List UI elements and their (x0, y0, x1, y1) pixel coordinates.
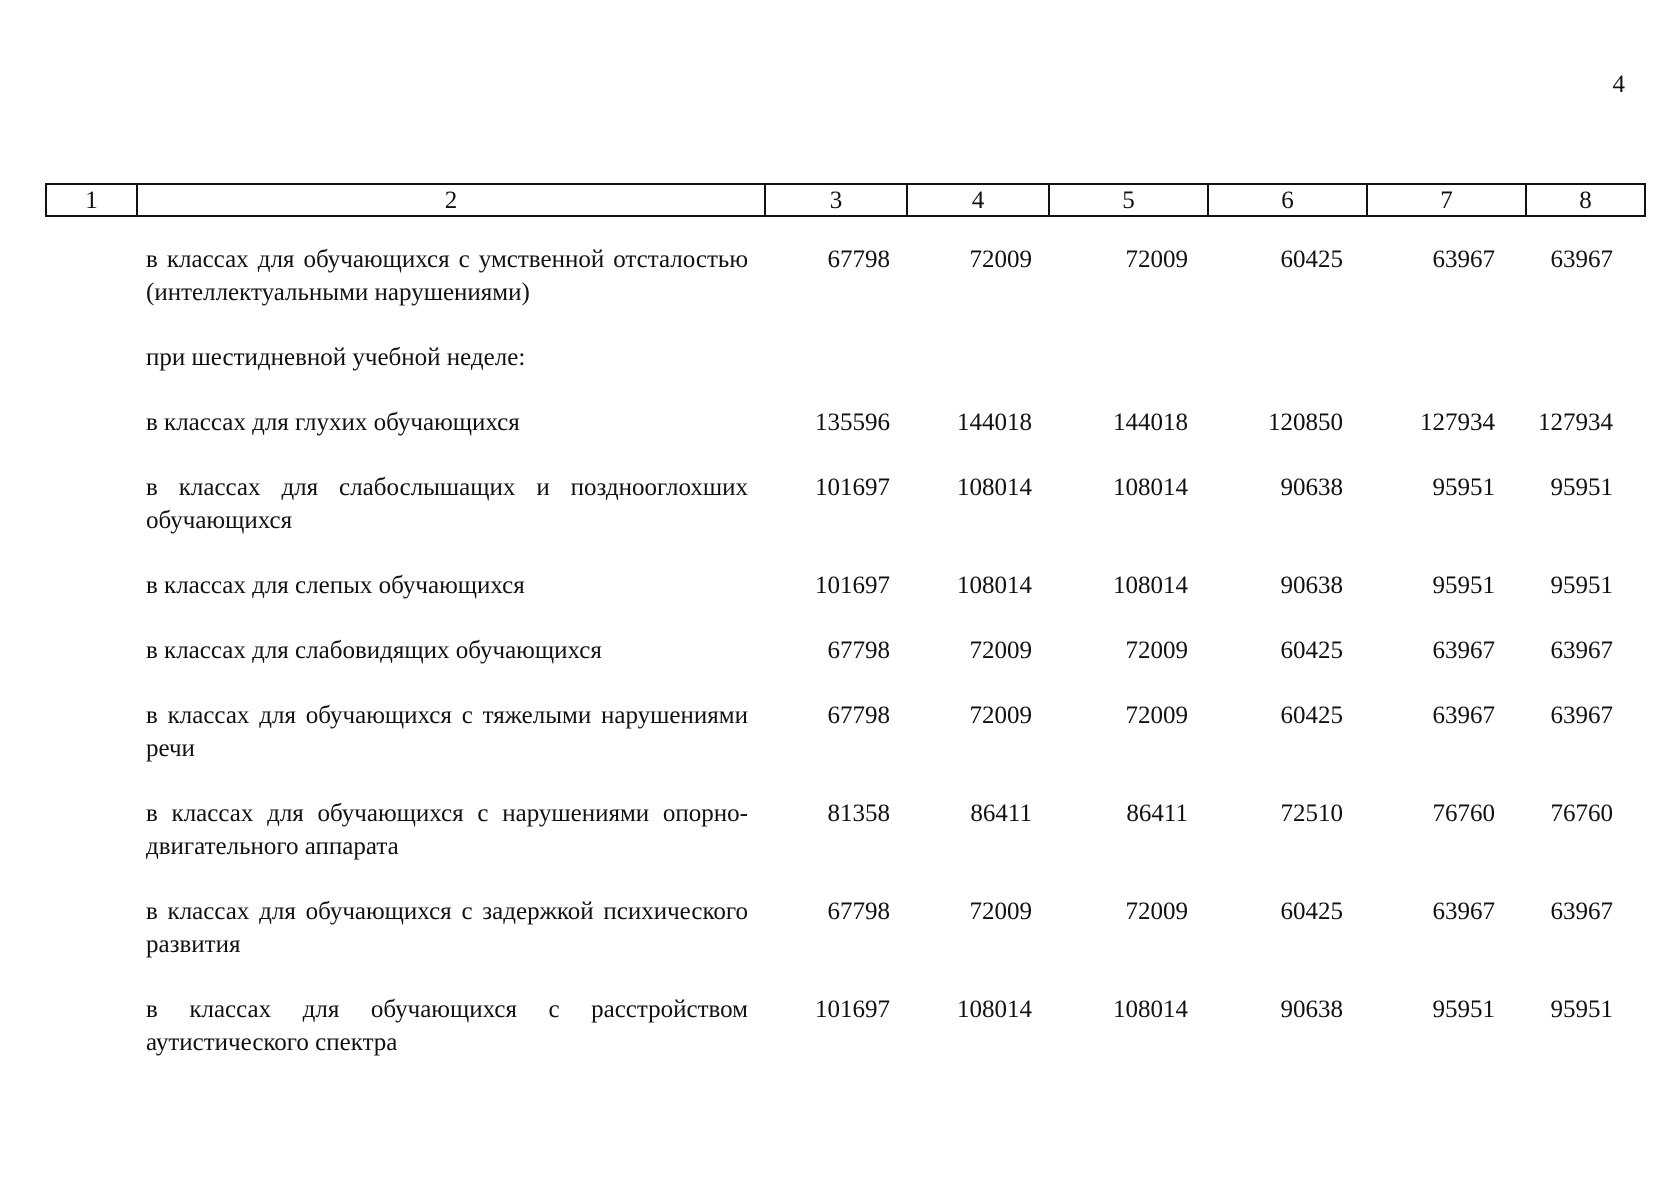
row-label: в классах для обучающихся с нарушениями опорно-двигательного аппарата (146, 800, 748, 860)
header-col-7: 7 (1367, 184, 1526, 216)
cell-col-3: 101697 (815, 474, 890, 501)
cell-col-7: 63967 (1432, 898, 1495, 925)
cell-col-3: 101697 (815, 996, 890, 1023)
cell-col-7: 76760 (1432, 800, 1495, 827)
cell-col-7: 63967 (1432, 246, 1495, 273)
cell-col-3: 67798 (827, 702, 890, 729)
cell-col-4: 108014 (957, 572, 1032, 599)
cell-col-8: 95951 (1550, 996, 1613, 1023)
cell-col-3: 67798 (827, 637, 890, 664)
cell-col-3: 101697 (815, 572, 890, 599)
cell-col-6: 60425 (1280, 898, 1343, 925)
cell-col-7: 63967 (1432, 702, 1495, 729)
cell-col-8: 76760 (1550, 800, 1613, 827)
row-label: в классах для слабовидящих обучающихся (146, 637, 602, 664)
cell-col-8: 63967 (1550, 637, 1613, 664)
cell-col-8: 63967 (1550, 246, 1613, 273)
cell-col-5: 108014 (1113, 474, 1188, 501)
cell-col-8: 95951 (1550, 474, 1613, 501)
cell-col-3: 67798 (827, 246, 890, 273)
cell-col-4: 72009 (969, 898, 1032, 925)
cell-col-4: 72009 (969, 246, 1032, 273)
cell-col-5: 108014 (1113, 996, 1188, 1023)
cell-col-4: 108014 (957, 996, 1032, 1023)
cell-col-5: 86411 (1126, 800, 1188, 827)
row-label: в классах для слепых обучающихся (146, 572, 525, 599)
cell-col-7: 95951 (1432, 474, 1495, 501)
cell-col-6: 60425 (1280, 637, 1343, 664)
cell-col-6: 60425 (1280, 246, 1343, 273)
cell-col-4: 72009 (969, 637, 1032, 664)
row-label: в классах для обучающихся с тяжелыми нарушениями речи (146, 702, 748, 762)
cell-col-5: 72009 (1125, 898, 1188, 925)
row-label: в классах для обучающихся с задержкой психического развития (146, 898, 748, 958)
cell-col-7: 63967 (1432, 637, 1495, 664)
cell-col-6: 90638 (1280, 474, 1343, 501)
section-heading: при шестидневной учебной неделе: (146, 344, 526, 371)
header-col-1: 1 (46, 184, 137, 216)
cell-col-4: 108014 (957, 474, 1032, 501)
cell-col-5: 144018 (1113, 409, 1188, 436)
cell-col-8: 63967 (1550, 702, 1613, 729)
cell-col-5: 108014 (1113, 572, 1188, 599)
cell-col-4: 86411 (970, 800, 1032, 827)
row-label: в классах для слабослышащих и позднооглохших обучающихся (146, 474, 748, 534)
cell-col-6: 72510 (1280, 800, 1343, 827)
header-col-8: 8 (1526, 184, 1645, 216)
row-label: в классах для обучающихся с расстройством аутистического спектра (146, 996, 748, 1056)
cell-col-6: 90638 (1280, 996, 1343, 1023)
cell-col-4: 72009 (969, 702, 1032, 729)
row-label: в классах для обучающихся с умственной отсталостью (интеллектуальными нарушениями) (146, 246, 748, 306)
header-col-2: 2 (137, 184, 765, 216)
cell-col-3: 67798 (827, 898, 890, 925)
cell-col-8: 127934 (1538, 409, 1613, 436)
cell-col-4: 144018 (957, 409, 1032, 436)
cell-col-5: 72009 (1125, 637, 1188, 664)
cell-col-8: 63967 (1550, 898, 1613, 925)
cell-col-5: 72009 (1125, 246, 1188, 273)
cell-col-6: 120850 (1268, 409, 1343, 436)
cell-col-5: 72009 (1125, 702, 1188, 729)
cell-col-3: 81358 (827, 800, 890, 827)
cell-col-6: 60425 (1280, 702, 1343, 729)
cell-col-8: 95951 (1550, 572, 1613, 599)
header-col-4: 4 (907, 184, 1049, 216)
cell-col-3: 135596 (815, 409, 890, 436)
cell-col-6: 90638 (1280, 572, 1343, 599)
cell-col-7: 95951 (1432, 572, 1495, 599)
header-col-5: 5 (1049, 184, 1208, 216)
cell-col-7: 127934 (1420, 409, 1495, 436)
row-label: в классах для глухих обучающихся (146, 409, 520, 436)
cell-col-7: 95951 (1432, 996, 1495, 1023)
page-number: 4 (1612, 71, 1625, 98)
header-col-6: 6 (1208, 184, 1367, 216)
header-col-3: 3 (765, 184, 907, 216)
